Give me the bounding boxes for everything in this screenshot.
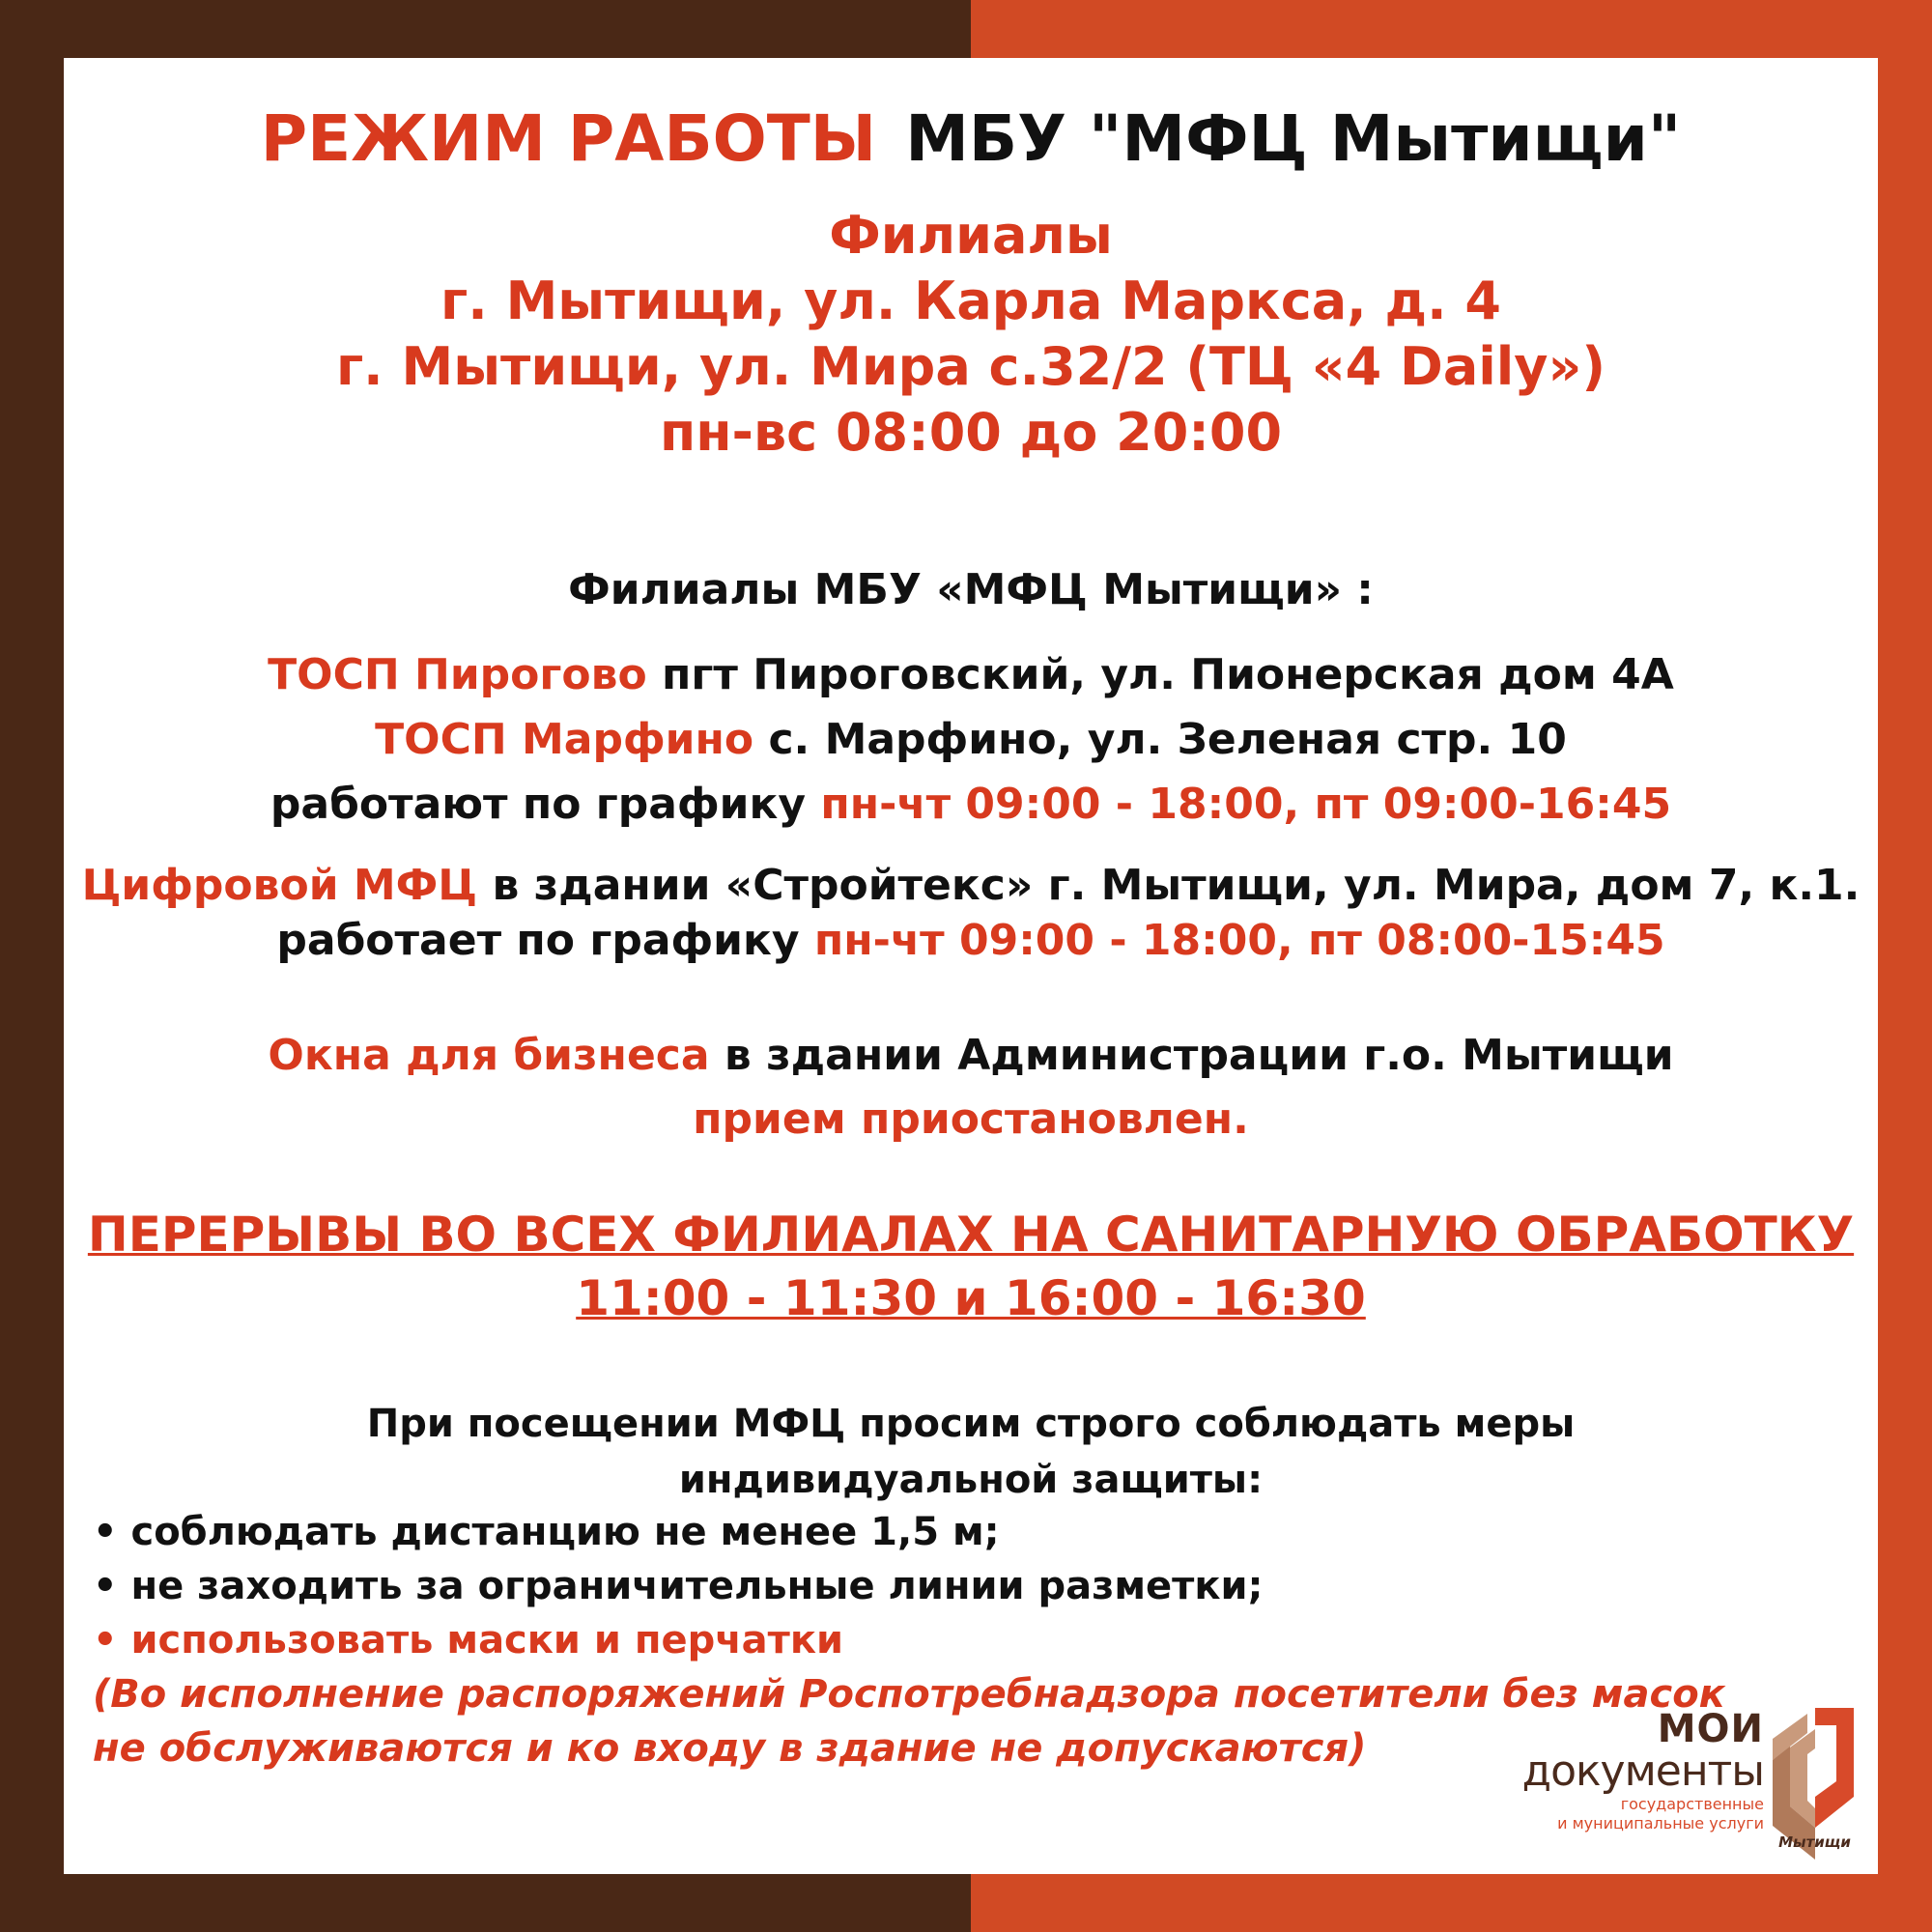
digital-mfc-schedule	[64, 913, 1878, 968]
digital-mfc-schedule-label: работает по графику	[276, 916, 800, 965]
logo-city: Мытищи	[1778, 1833, 1851, 1851]
tosp-block	[64, 642, 1878, 837]
branches-heading: Филиалы МБУ «МФЦ Мытищи» :	[568, 565, 1374, 614]
tosp-schedule-label: работают по графику	[270, 780, 807, 829]
main-branch-address-1: г. Мытищи, ул. Карла Маркса, д. 4	[440, 270, 1501, 331]
business-windows-status: прием приостановлен.	[693, 1094, 1249, 1144]
tosp-schedule	[64, 772, 1878, 837]
tosp-marfino-address: с. Марфино, ул. Зеленая стр. 10	[768, 715, 1567, 764]
business-windows-name: Окна для бизнеса	[268, 1031, 710, 1080]
main-branches-heading: Филиалы	[829, 205, 1113, 266]
measure-item: • не заходить за ограничительные линии разметки;	[93, 1564, 1264, 1608]
measure-item: • соблюдать дистанцию не менее 1,5 м;	[93, 1510, 1000, 1554]
logo-documents: документы	[1521, 1747, 1764, 1796]
protection-measures-line-1: При посещении МФЦ просим строго соблюдать меры	[366, 1402, 1576, 1446]
logo-moi: МОИ	[1657, 1707, 1764, 1751]
rospotrebnadzor-note-2: не обслуживаются и ко входу в здание не допускаются)	[93, 1726, 1367, 1771]
digital-mfc-address: в здании «Стройтекс» г. Мытищи, ул. Мира, дом 7, к.1.	[492, 861, 1861, 910]
business-windows-address: в здании Администрации г.о. Мытищи	[724, 1031, 1674, 1080]
rospotrebnadzor-note-1: (Во исполнение распоряжений Роспотребнадзора посетители без масок	[93, 1672, 1725, 1717]
sanitary-breaks-times: 11:00 - 11:30 и 16:00 - 16:30	[576, 1270, 1366, 1326]
moi-dokumenty-logo	[1474, 1700, 1861, 1864]
business-windows-line	[64, 1024, 1878, 1088]
logo-subtitle-2: и муниципальные услуги	[1557, 1814, 1764, 1833]
digital-mfc-block	[64, 858, 1878, 968]
main-branch-address-2: г. Мытищи, ул. Мира с.32/2 (ТЦ «4 Daily»)	[335, 336, 1606, 397]
tosp-marfino-name: ТОСП Марфино	[375, 715, 754, 764]
business-windows-block	[64, 1024, 1878, 1151]
page-title	[64, 101, 1878, 176]
digital-mfc-address-line	[64, 858, 1878, 913]
protection-measures-line-2: индивидуальной защиты:	[678, 1458, 1264, 1502]
main-branches-block	[64, 203, 1878, 466]
digital-mfc-schedule-hours: пн-чт 09:00 - 18:00, пт 08:00-15:45	[813, 916, 1665, 965]
tosp-pirogovo	[64, 642, 1878, 707]
digital-mfc-name: Цифровой МФЦ	[81, 861, 478, 910]
logo-subtitle-1: государственные	[1620, 1795, 1764, 1813]
tosp-pirogovo-name: ТОСП Пирогово	[268, 650, 647, 699]
sanitary-breaks-heading: ПЕРЕРЫВЫ ВО ВСЕХ ФИЛИАЛАХ НА САНИТАРНУЮ ОБРАБОТКУ	[87, 1207, 1855, 1263]
logo-text	[1521, 1707, 1764, 1833]
title-black: МБУ "МФЦ Мытищи"	[905, 101, 1682, 176]
measure-item: • использовать маски и перчатки	[93, 1618, 844, 1662]
tosp-marfino	[64, 707, 1878, 772]
sanitary-breaks-block	[64, 1203, 1878, 1330]
title-red: РЕЖИМ РАБОТЫ	[260, 101, 877, 176]
tosp-pirogovo-address: пгт Пироговский, ул. Пионерская дом 4А	[662, 650, 1674, 699]
tosp-schedule-hours: пн-чт 09:00 - 18:00, пт 09:00-16:45	[820, 780, 1672, 829]
protection-measures-heading	[64, 1396, 1878, 1508]
main-branch-hours: пн-вс 08:00 до 20:00	[659, 402, 1283, 463]
schedule-card	[64, 58, 1878, 1874]
